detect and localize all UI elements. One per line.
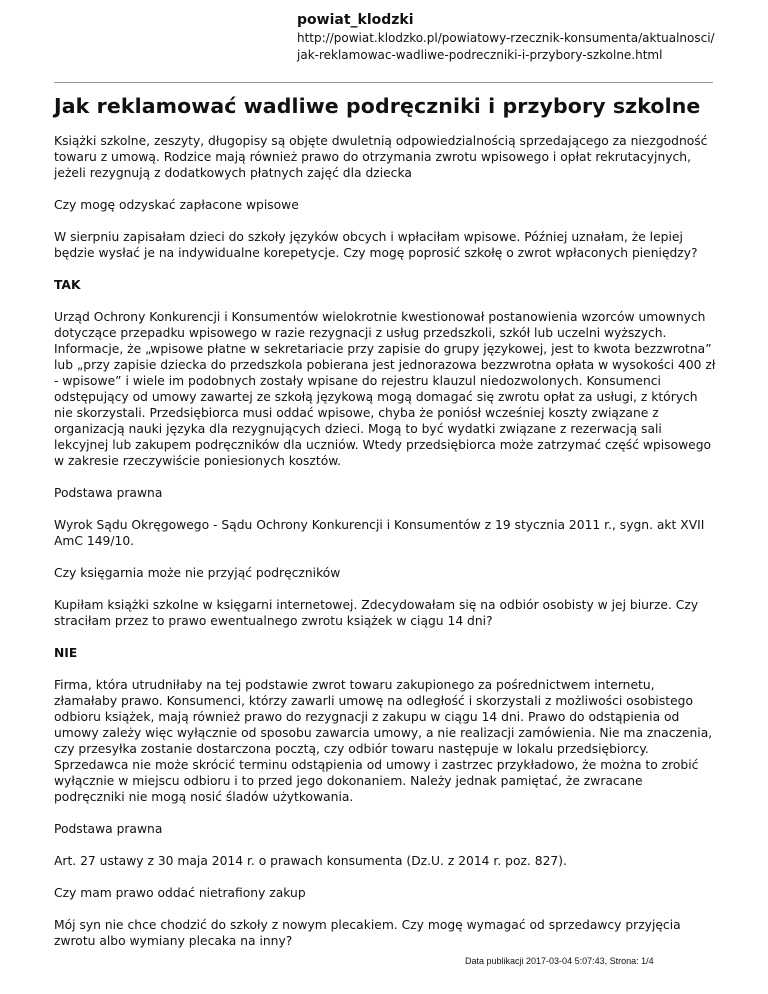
article-lead: Książki szkolne, zeszyty, długopisy są objęte dwuletnią odpowiedzialnością sprzedającego za niezgodność towaru z umową. Rodzice mają również prawo do otrzymania zwrotu wpisowego i opłat rekrutacyjnych, jeżeli rezygnują z dodatkowych płatnych zajęć dla dziecka [54,134,708,180]
article [54,88,716,965]
article-title: Jak reklamować wadliwe podręczniki i przybory szkolne [54,94,701,118]
question-heading: Czy księgarnia może nie przyjąć podręczników [54,566,341,580]
question-heading: Czy mam prawo oddać nietrafiony zakup [54,886,306,900]
legal-basis-label: Podstawa prawna [54,486,163,500]
page-header [297,10,717,64]
legal-basis-text: Wyrok Sądu Okręgowego - Sądu Ochrony Konkurencji i Konsumentów z 19 stycznia 2011 r., sygn. akt XVII AmC 149/10. [54,518,705,548]
header-divider [54,82,713,83]
answer-label: NIE [54,646,78,660]
legal-basis-text: Art. 27 ustawy z 30 maja 2014 r. o prawach konsumenta (Dz.U. z 2014 r. poz. 827). [54,854,567,868]
site-name: powiat_klodzki [297,12,414,28]
question-text: Mój syn nie chce chodzić do szkoły z nowym plecakiem. Czy mogę wymagać od sprzedawcy przyjęcia zwrotu albo wymiany plecaka na inny? [54,918,681,948]
answer-text: Firma, która utrudniłaby na tej podstawie zwrot towaru zakupionego za pośrednictwem internetu, złamałaby prawo. Konsumenci, którzy zawarli umowę na odległość i skorzystali z możliwości osobistego odbioru książek, mają również prawo do rezygnacji z zakupu w ciągu 14 dni. Prawo do odstąpienia od umowy zależy więc wyłącznie od sposobu zawarcia umowy, a nie realizacji zamówienia. Nie ma znaczenia, czy przesyłka zostanie dostarczona pocztą, czy odbiór towaru następuje w lokalu przedsiębiorcy. Sprzedawca nie może skrócić terminu odstąpienia od umowy i zastrzec przykładowo, że można to zrobić wyłącznie w miejscu odbioru i to przed jego dokonaniem. Należy jednak pamiętać, że zwracane podręczniki nie mogą nosić śladów użytkowania. [54,678,713,804]
answer-label: TAK [54,278,81,292]
question-heading: Czy mogę odzyskać zapłacone wpisowe [54,198,299,212]
legal-basis-label: Podstawa prawna [54,822,163,836]
answer-text: Urząd Ochrony Konkurencji i Konsumentów wielokrotnie kwestionował postanowienia wzorców umownych dotyczące przepadku wpisowego w razie rezygnacji z usług przedszkoli, szkół lub uczelni wyższych. Informacje, że „wpisowe płatne w sekretariacie przy zapisie do grupy językowej, jest to kwota bezzwrotna” lub „przy zapisie dziecka do przedszkola pobierana jest jednorazowa bezzwrotna opłata w wysokości 400 zł - wpisowe” i wiele im podobnych zostały wpisane do rejestru klauzul niedozwolonych. Konsumenci odstępujący od umowy zawartej ze szkołą językową mogą domagać się zwrotu opłat za usługi, z których nie skorzystali. Przedsiębiorca musi oddać wpisowe, chyba że poniósł wcześniej koszty związane z organizacją nauki języka dla rezygnujących dzieci. Mogą to być wydatki związane z rezerwacją sali lekcyjnej lub zakupem podręczników dla uczniów. Wtedy przedsiębiorca może zatrzymać część wpisowego w zakresie rzeczywiście poniesionych kosztów. [54,310,716,468]
source-url-link[interactable]: http://powiat.klodzko.pl/powiatowy-rzecznik-konsumenta/aktualnosci/jak-reklamowac-wadliwe-podreczniki-i-przybory-szkolne.html [297,31,715,62]
question-text: W sierpniu zapisałam dzieci do szkoły języków obcych i wpłaciłam wpisowe. Później uznałam, że lepiej będzie wysłać je na indywidualne korepetycje. Czy mogę poprosić szkołę o zwrot wpłaconych pieniędzy? [54,230,698,260]
question-text: Kupiłam książki szkolne w księgarni internetowej. Zdecydowałam się na odbiór osobisty w jej biurze. Czy straciłam przez to prawo ewentualnego zwrotu książek w ciągu 14 dni? [54,598,699,628]
page-footer: Data publikacji 2017-03-04 5:07:43, Strona: 1/4 [465,956,654,966]
